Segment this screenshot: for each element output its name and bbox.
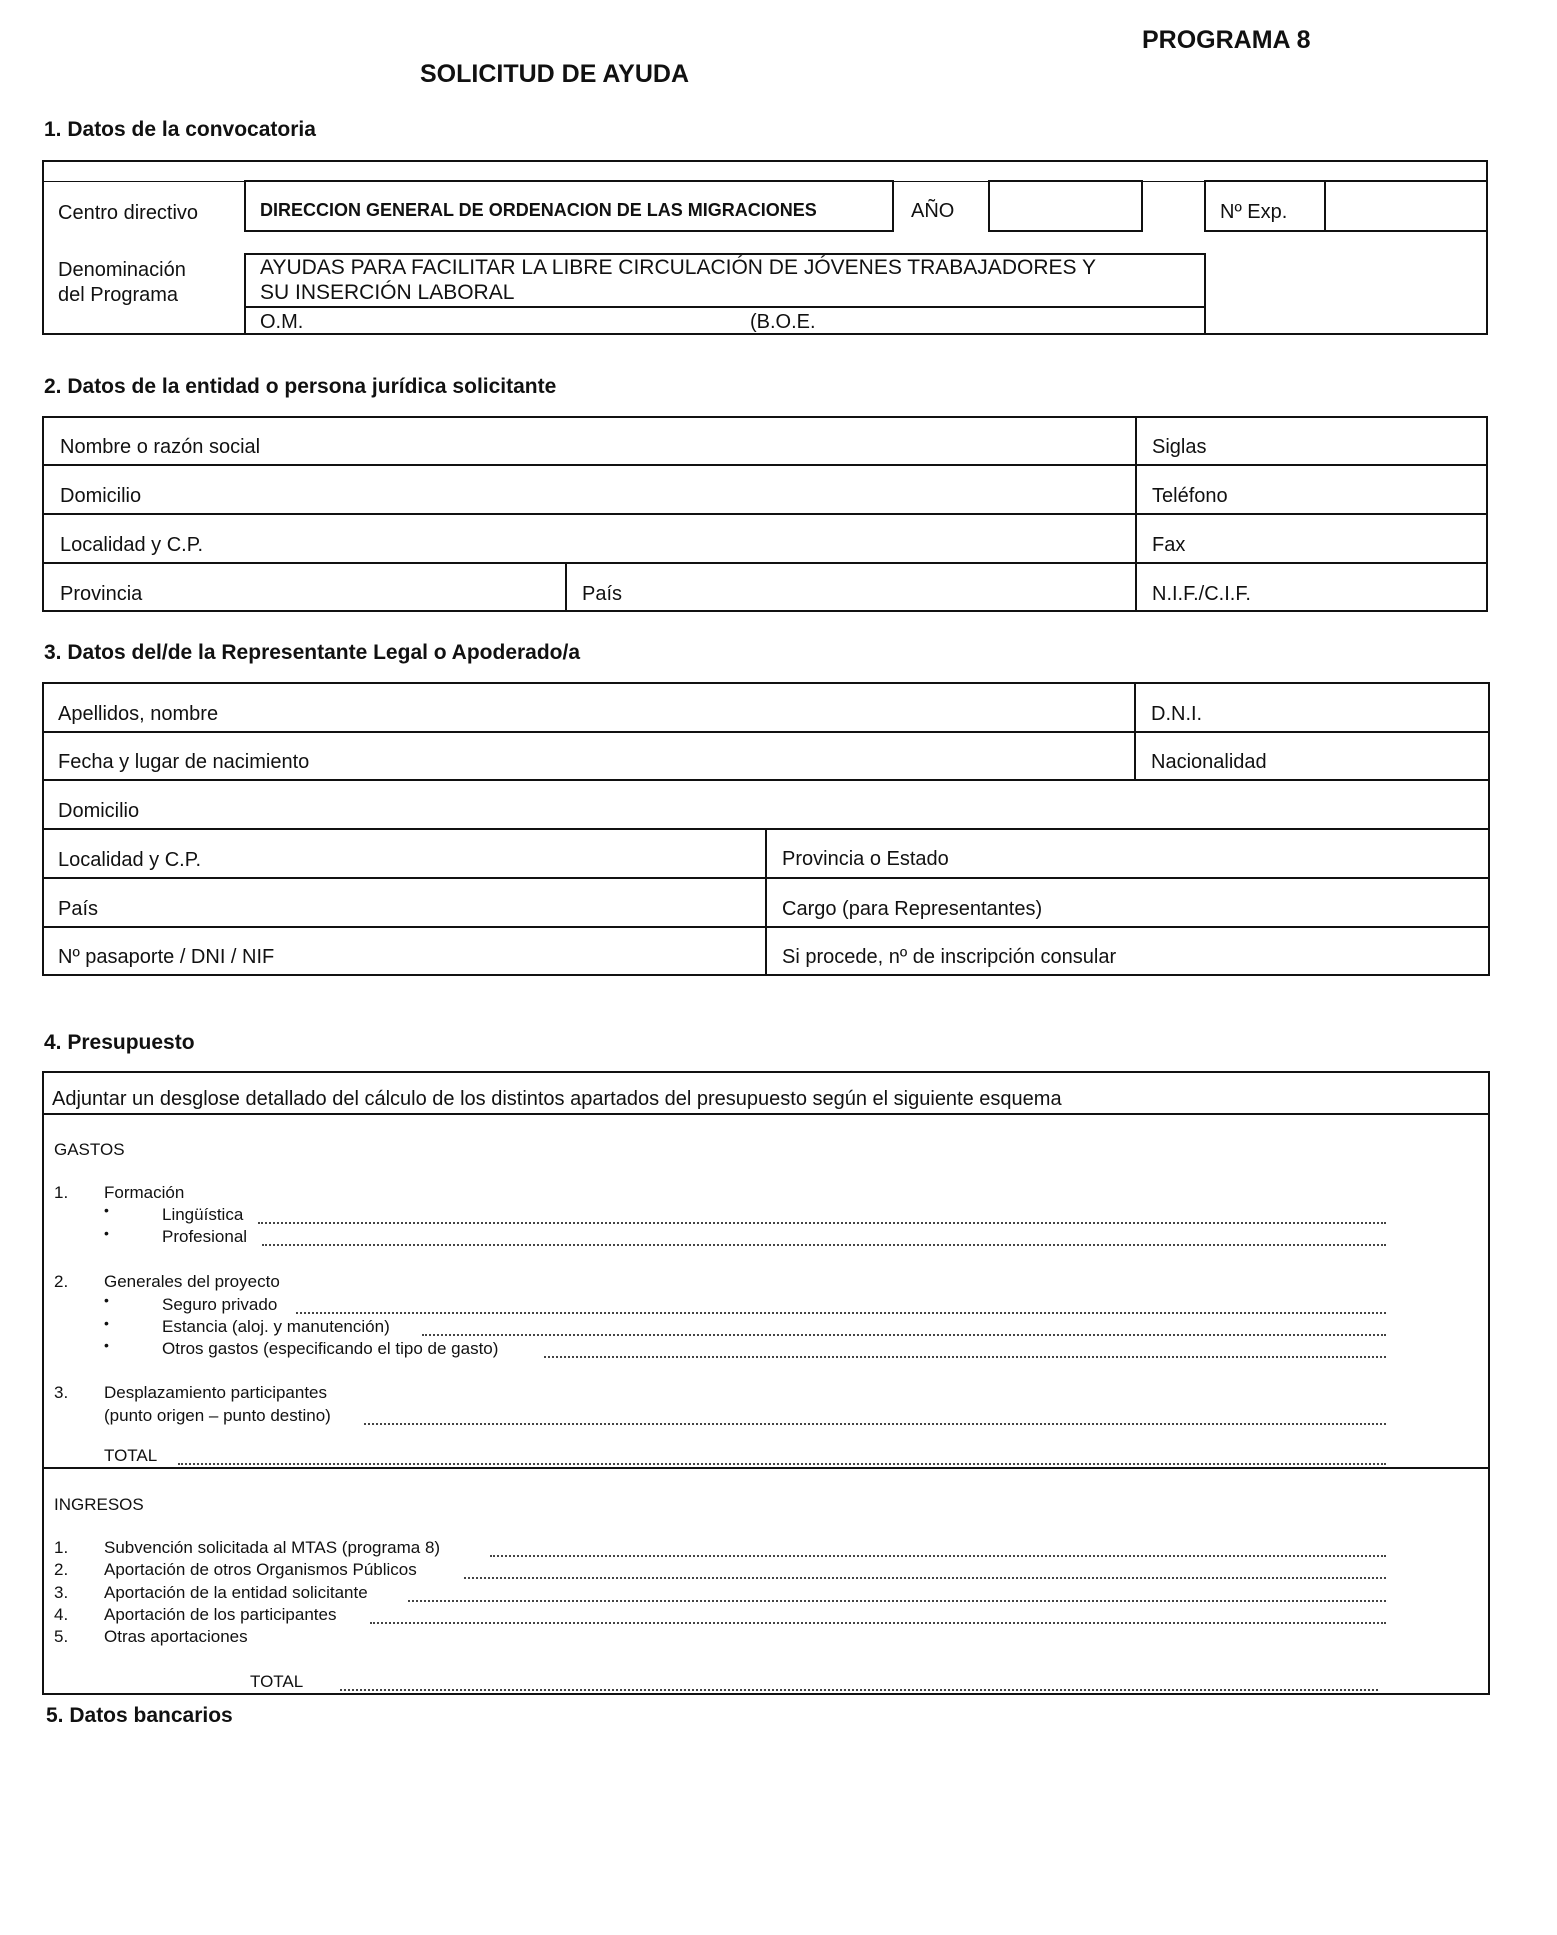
domicilio-field[interactable]: Domicilio [60, 485, 142, 507]
s2-row-line-3 [42, 562, 1488, 564]
section5-heading: 5. Datos bancarios [46, 1704, 233, 1727]
linguistica-fill-line[interactable] [258, 1222, 1386, 1224]
nacionalidad-field[interactable]: Nacionalidad [1151, 751, 1267, 773]
nombre-razon-social-field[interactable]: Nombre o razón social [60, 436, 261, 458]
programa-line-1: AYUDAS PARA FACILITAR LA LIBRE CIRCULACIÓN DE JÓVENES TRABAJADORES Y [260, 256, 1096, 279]
formacion-label: Formación [104, 1183, 185, 1202]
seguro-fill-line[interactable] [296, 1312, 1386, 1314]
om-label: O.M. [260, 311, 304, 333]
otros-gastos-label: Otros gastos (especificando el tipo de gasto) [162, 1339, 499, 1358]
desplazamiento-label: Desplazamiento participantes [104, 1383, 328, 1402]
participantes-fill-line[interactable] [370, 1622, 1386, 1624]
exp-label: Nº Exp. [1220, 201, 1288, 223]
ano-label: AÑO [911, 200, 955, 222]
centro-directivo-label: Centro directivo [58, 202, 199, 224]
estancia-label: Estancia (aloj. y manutención) [162, 1317, 390, 1336]
provincia-estado-field[interactable]: Provincia o Estado [782, 848, 949, 870]
s2-row-line-1 [42, 464, 1488, 466]
gastos-total-fill-line[interactable] [178, 1463, 1386, 1465]
otros-gastos-fill-line[interactable] [544, 1356, 1386, 1358]
apellidos-field[interactable]: Apellidos, nombre [58, 703, 219, 725]
nif-field[interactable]: N.I.F./C.I.F. [1152, 583, 1251, 605]
bullet-icon: • [104, 1292, 109, 1308]
bullet-icon: • [104, 1202, 109, 1218]
dni-field[interactable]: D.N.I. [1151, 703, 1203, 725]
entidad-fill-line[interactable] [408, 1600, 1386, 1602]
desplazamiento-fill-line[interactable] [364, 1423, 1386, 1425]
s3-row-line-1 [42, 731, 1490, 733]
gastos-num-3: 3. [54, 1383, 69, 1402]
bullet-icon: • [104, 1225, 109, 1241]
programa-line-2: SU INSERCIÓN LABORAL [260, 281, 515, 304]
exp-divider [1324, 180, 1326, 232]
localidad-field[interactable]: Localidad y C.P. [60, 534, 204, 556]
linguistica-label: Lingüística [162, 1205, 244, 1224]
organismos-fill-line[interactable] [464, 1577, 1386, 1579]
s2-row-line-2 [42, 513, 1488, 515]
s3-col-line-bottom [765, 828, 767, 976]
s3-row-line-2 [42, 779, 1490, 781]
section3-heading: 3. Datos del/de la Representante Legal o Apoderado/a [44, 641, 581, 664]
profesional-label: Profesional [162, 1227, 248, 1246]
s3-col-line-top [1134, 682, 1136, 779]
ingresos-total-label: TOTAL [250, 1672, 304, 1691]
pasaporte-field[interactable]: Nº pasaporte / DNI / NIF [58, 946, 275, 968]
programa-divider [244, 306, 1206, 308]
seguro-label: Seguro privado [162, 1295, 278, 1314]
centro-directivo-value: DIRECCION GENERAL DE ORDENACION DE LAS MIGRACIONES [260, 200, 817, 220]
rep-localidad-field[interactable]: Localidad y C.P. [58, 849, 202, 871]
gastos-ingresos-divider [42, 1467, 1490, 1469]
provincia-field[interactable]: Provincia [60, 583, 143, 605]
pais-field[interactable]: País [582, 583, 623, 605]
consular-field[interactable]: Si procede, nº de inscripción consular [782, 946, 1117, 968]
fecha-nacimiento-field[interactable]: Fecha y lugar de nacimiento [58, 751, 310, 773]
fax-field[interactable]: Fax [1152, 534, 1186, 556]
del-programa-label: del Programa [58, 284, 179, 306]
section2-heading: 2. Datos de la entidad o persona jurídica solicitante [44, 375, 557, 398]
otras-aportaciones-label: Otras aportaciones [104, 1627, 248, 1646]
estancia-fill-line[interactable] [422, 1334, 1386, 1336]
programa-label: PROGRAMA 8 [1142, 26, 1311, 54]
gastos-title: GASTOS [54, 1140, 125, 1159]
subvencion-label: Subvención solicitada al MTAS (programa 8) [104, 1538, 441, 1557]
participantes-label: Aportación de los participantes [104, 1605, 337, 1624]
punto-origen-label: (punto origen – punto destino) [104, 1406, 331, 1425]
gastos-num-2: 2. [54, 1272, 69, 1291]
ingresos-total-fill-line[interactable] [340, 1689, 1378, 1691]
organismos-publicos-label: Aportación de otros Organismos Públicos [104, 1560, 417, 1579]
siglas-field[interactable]: Siglas [1152, 436, 1207, 458]
ingresos-num-5: 5. [54, 1627, 69, 1646]
cargo-field[interactable]: Cargo (para Representantes) [782, 898, 1043, 920]
entidad-solicitante-label: Aportación de la entidad solicitante [104, 1583, 368, 1602]
denominacion-label: Denominación [58, 259, 186, 281]
profesional-fill-line[interactable] [262, 1244, 1386, 1246]
section1-heading: 1. Datos de la convocatoria [44, 118, 316, 141]
s2-provincia-divider [565, 562, 567, 612]
rep-domicilio-field[interactable]: Domicilio [58, 800, 140, 822]
ingresos-title: INGRESOS [54, 1495, 144, 1514]
presupuesto-intro: Adjuntar un desglose detallado del cálculo de los distintos apartados del presupuesto según el siguiente esquema [52, 1088, 1062, 1110]
ingresos-num-2: 2. [54, 1560, 69, 1579]
ingresos-num-4: 4. [54, 1605, 69, 1624]
s2-col-line [1135, 416, 1137, 612]
bullet-icon: • [104, 1337, 109, 1353]
gastos-num-1: 1. [54, 1183, 69, 1202]
ingresos-num-3: 3. [54, 1583, 69, 1602]
section4-heading: 4. Presupuesto [44, 1031, 195, 1054]
bullet-icon: • [104, 1315, 109, 1331]
rep-pais-field[interactable]: País [58, 898, 99, 920]
subvencion-fill-line[interactable] [490, 1555, 1386, 1557]
boe-label: (B.O.E. [750, 311, 816, 333]
ingresos-num-1: 1. [54, 1538, 69, 1557]
generales-label: Generales del proyecto [104, 1272, 280, 1291]
page-title: SOLICITUD DE AYUDA [420, 60, 690, 88]
gastos-total-label: TOTAL [104, 1446, 158, 1465]
presupuesto-intro-line [42, 1113, 1490, 1115]
ano-field[interactable] [988, 180, 1143, 232]
telefono-field[interactable]: Teléfono [1152, 485, 1228, 507]
